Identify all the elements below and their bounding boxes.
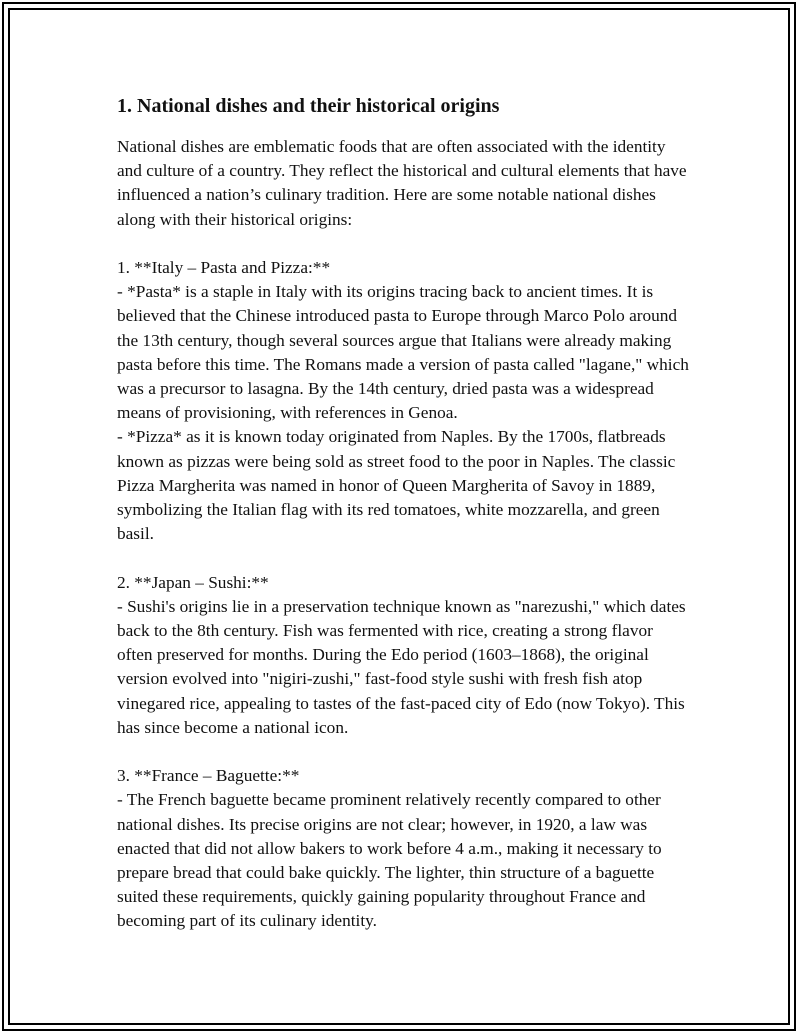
paragraph-gap [117,740,692,764]
paragraph-gap [117,546,692,570]
section-title: 1. **Italy – Pasta and Pizza:** [117,258,331,277]
section-japan [117,571,692,740]
section-item: - Sushi's origins lie in a preservation technique known as "narezushi," which dates back to the 8th century. Fish was fermented with rice, creating a strong flavor often preserved for months. During the Edo period (1603–1868), the original version evolved into "nigiri-zushi," fast-food style sushi with fresh fish atop vinegared rice, appealing to tastes of the fast-paced city of Edo (now Tokyo). This has since become a national icon. [117,596,686,737]
section-title: 2. **Japan – Sushi:** [117,572,269,592]
section-item: - *Pasta* is a staple in Italy with its origins tracing back to ancient times. It is believed that the Chinese introduced pasta to Europe through Marco Polo around the 13th century, though several sources argue that Italians were already making pasta before this time. The Romans made a version of pasta called "lagane," which was a precursor to lasagna. By the 14th century, dried pasta was a widespread means of provisioning, with references in Genoa. [117,282,689,423]
intro-paragraph: National dishes are emblematic foods that are often associated with the identity and culture of a country. They reflect the historical and cultural elements that have influenced a nation’s culinary tradition. Here are some notable national dishes along with their historical origins: [117,137,687,229]
paragraph-gap [117,232,692,256]
section-france [117,764,692,933]
section-item: - The French baguette became prominent relatively recently compared to other national dishes. Its precise origins are not clear; however, in 1920, a law was enacted that did not allow bakers to work before 4 a.m., making it necessary to prepare bread that could bake quickly. The lighter, thin structure of a baguette suited these requirements, quickly gaining popularity throughout France and becoming part of its culinary identity. [117,790,662,931]
section-title: 3. **France – Baguette:** [117,766,300,786]
document-body [117,92,692,934]
section-item: - *Pizza* as it is known today originated from Naples. By the 1700s, flatbreads known as pizzas were being sold as street food to the poor in Naples. The classic Pizza Margherita was named in honor of Queen Margherita of Savoy in 1889, symbolizing the Italian flag with its red tomatoes, white mozzarella, and green basil. [117,427,676,544]
section-heading: 1. National dishes and their historical origins [117,95,500,117]
section-italy [117,256,692,546]
